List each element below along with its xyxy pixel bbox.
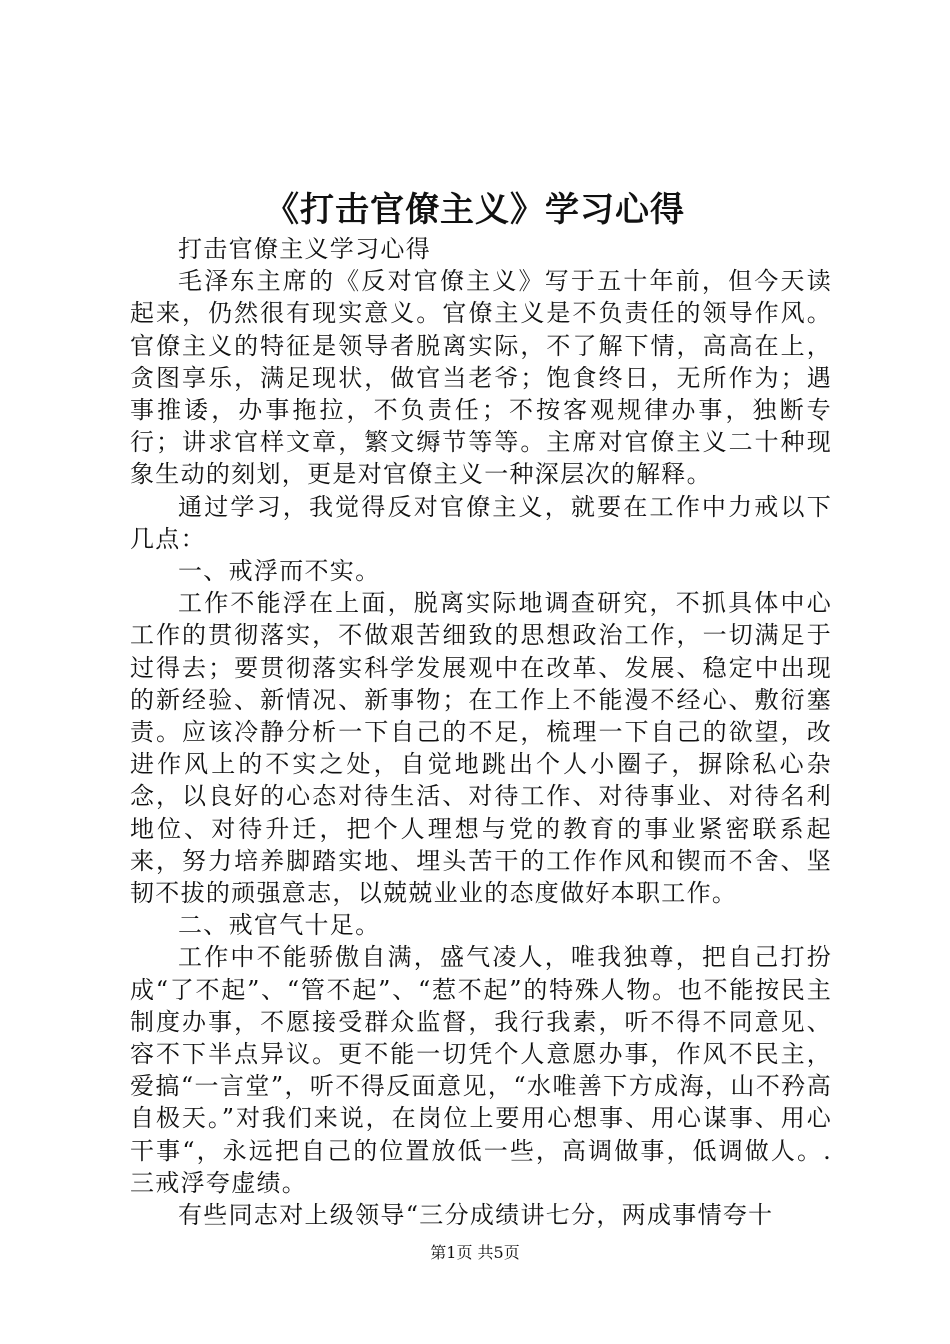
section-heading: 一、戒浮而不实。 <box>178 557 381 586</box>
document-body <box>130 233 832 1231</box>
page-footer: 第1页 共5页 <box>430 1243 520 1262</box>
paragraph: 工作中不能骄傲自满，盛气凌人，唯我独尊，把自己打扮成“了不起”、“管不起”、“惹不起”的特殊人物。也不能按民主制度办事，不愿接受群众监督，我行我素，听不得不同意见、容不下半点异议。更不能一切凭个人意愿办事，作风不民主，爱搞“一言堂”，听不得反面意见，“水唯善下方成海，山不矜高自极天。”对我们来说，在岗位上要用心想事、用心谋事、用心干事“，永远把自己的位置放低一些，高调做事，低调做人。.三戒浮夸虚绩。 <box>130 943 832 1197</box>
section-heading: 二、戒官气十足。 <box>178 911 381 940</box>
paragraph: 有些同志对上级领导“三分成绩讲七分，两成事情夸十 <box>178 1201 774 1230</box>
paragraph: 工作不能浮在上面，脱离实际地调查研究，不抓具体中心工作的贯彻落实，不做艰苦细致的思想政治工作，一切满足于过得去；要贯彻落实科学发展观中在改革、发展、稳定中出现的新经验、新情况、新事物；在工作上不能漫不经心、敷衍塞责。应该冷静分析一下自己的不足，梳理一下自己的欲望，改进作风上的不实之处，自觉地跳出个人小圈子，摒除私心杂念，以良好的心态对待生活、对待工作、对待事业、对待名利地位、对待升迁，把个人理想与党的教育的事业紧密联系起来，努力培养脚踏实地、埋头苦干的工作作风和锲而不舍、坚韧不拔的顽强意志，以兢兢业业的态度做好本职工作。 <box>130 589 832 908</box>
document-title: 《打击官僚主义》学习心得 <box>265 190 685 230</box>
paragraph: 毛泽东主席的《反对官僚主义》写于五十年前，但今天读起来，仍然很有现实意义。官僚主义是不负责任的领导作风。官僚主义的特征是领导者脱离实际，不了解下情，高高在上，贪图享乐，满足现状，做官当老爷；饱食终日，无所作为；遇事推诿，办事拖拉，不负责任；不按客观规律办事，独断专行；讲求官样文章，繁文缛节等等。主席对官僚主义二十种现象生动的刻划，更是对官僚主义一种深层次的解释。 <box>130 267 832 489</box>
paragraph: 通过学习，我觉得反对官僚主义，就要在工作中力戒以下几点： <box>130 492 832 553</box>
paragraph: 打击官僚主义学习心得 <box>178 235 431 263</box>
